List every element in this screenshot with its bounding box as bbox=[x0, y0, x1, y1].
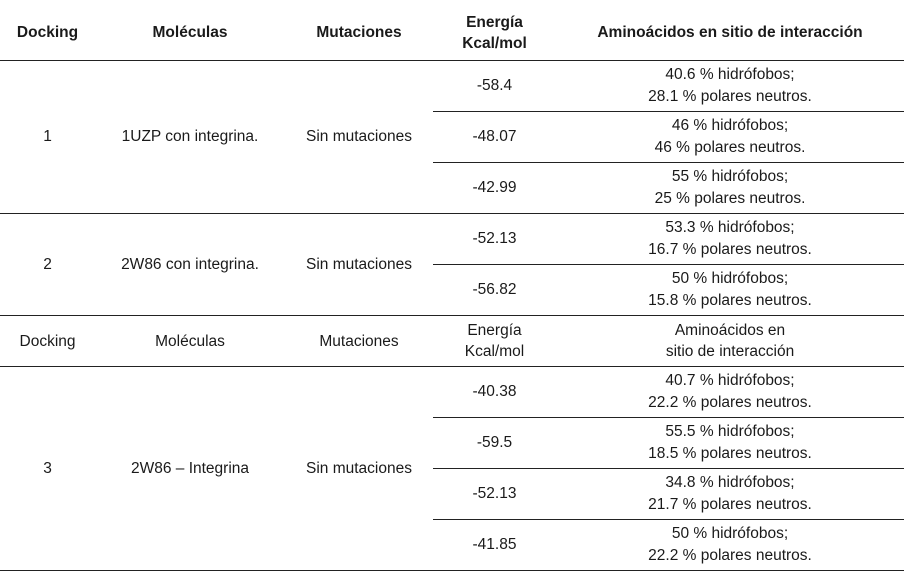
table-header-row bbox=[0, 5, 904, 61]
molecula-cell: 2W86 con integrina. bbox=[95, 214, 285, 316]
energia-cell: -52.13 bbox=[433, 214, 556, 265]
subheader-docking: Docking bbox=[0, 316, 95, 367]
aminoacidos-cell: 50 % hidrófobos; 22.2 % polares neutros. bbox=[556, 520, 904, 571]
aminoacidos-cell: 55.5 % hidrófobos; 18.5 % polares neutros. bbox=[556, 418, 904, 469]
energia-cell: -41.85 bbox=[433, 520, 556, 571]
aminoacidos-cell: 50 % hidrófobos; 15.8 % polares neutros. bbox=[556, 265, 904, 316]
header-mutaciones: Mutaciones bbox=[285, 5, 433, 61]
subheader-mutaciones: Mutaciones bbox=[285, 316, 433, 367]
energia-cell: -58.4 bbox=[476, 77, 513, 94]
table-subheader-row bbox=[0, 316, 904, 367]
energia-cell: -56.82 bbox=[433, 265, 556, 316]
energia-cell: -48.07 bbox=[433, 112, 556, 163]
header-docking: Docking bbox=[0, 5, 95, 61]
header-aminoacidos: Aminoácidos en sitio de interacción bbox=[556, 5, 904, 61]
docking-cell: 1 bbox=[43, 128, 52, 145]
molecula-cell: 1UZP con integrina. bbox=[121, 128, 259, 145]
aminoacidos-cell: 55 % hidrófobos; 25 % polares neutros. bbox=[556, 163, 904, 214]
energia-cell: -42.99 bbox=[433, 163, 556, 214]
docking-cell: 2 bbox=[0, 214, 95, 316]
mutacion-cell: Sin mutaciones bbox=[285, 214, 433, 316]
aminoacidos-cell: 40.6 % hidrófobos; 28.1 % polares neutros. bbox=[648, 66, 812, 105]
molecula-cell: 2W86 – Integrina bbox=[95, 367, 285, 571]
subheader-aminoacidos: Aminoácidos en sitio de interacción bbox=[556, 316, 904, 367]
aminoacidos-cell: 46 % hidrófobos; 46 % polares neutros. bbox=[556, 112, 904, 163]
mutacion-cell: Sin mutaciones bbox=[285, 367, 433, 571]
aminoacidos-cell: 53.3 % hidrófobos; 16.7 % polares neutros. bbox=[556, 214, 904, 265]
docking-cell: 3 bbox=[0, 367, 95, 571]
table-row bbox=[0, 214, 904, 265]
subheader-energia: Energía Kcal/mol bbox=[433, 316, 556, 367]
header-energia: Energía Kcal/mol bbox=[433, 5, 556, 61]
aminoacidos-cell: 40.7 % hidrófobos; 22.2 % polares neutros. bbox=[648, 372, 812, 411]
energia-cell: -40.38 bbox=[472, 383, 517, 400]
energia-cell: -59.5 bbox=[433, 418, 556, 469]
table-row bbox=[0, 61, 904, 112]
mutacion-cell: Sin mutaciones bbox=[306, 128, 412, 145]
energia-cell: -52.13 bbox=[433, 469, 556, 520]
subheader-moleculas: Moléculas bbox=[95, 316, 285, 367]
docking-results-table bbox=[0, 5, 904, 571]
aminoacidos-cell: 34.8 % hidrófobos; 21.7 % polares neutros. bbox=[556, 469, 904, 520]
header-moleculas: Moléculas bbox=[95, 5, 285, 61]
table-row bbox=[0, 367, 904, 418]
